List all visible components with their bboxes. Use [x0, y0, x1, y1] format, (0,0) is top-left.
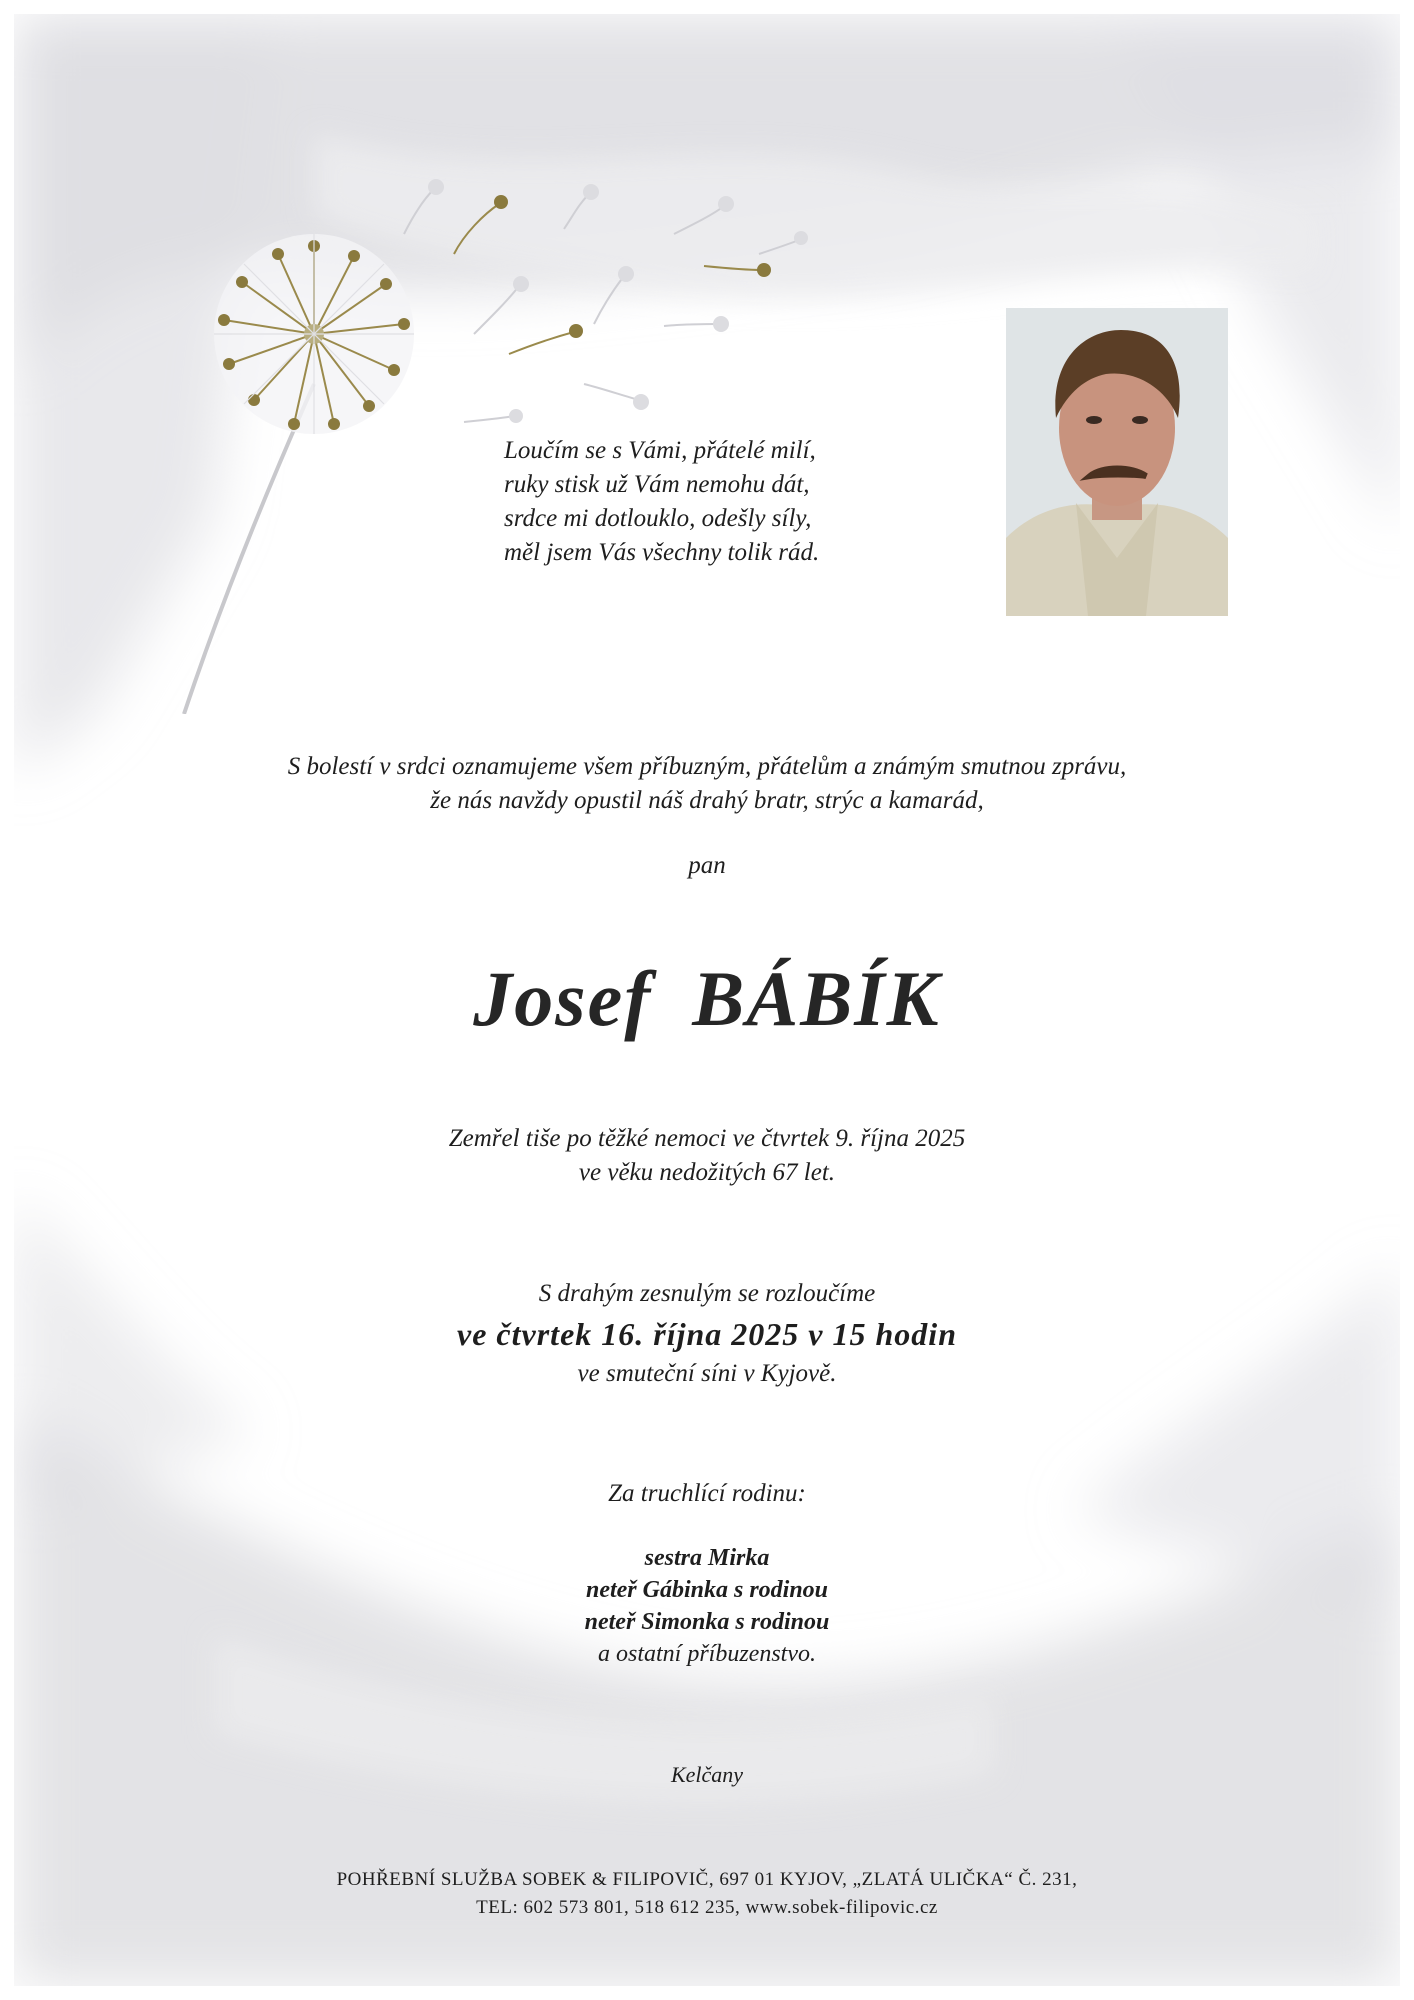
first-name: Josef	[473, 955, 653, 1042]
farewell-poem	[504, 434, 904, 570]
family-member: neteř Simonka s rodinou	[584, 1609, 830, 1635]
footer-contact: TEL: 602 573 801, 518 612 235, www.sobek-filipovic.cz	[476, 1897, 938, 1918]
parte-page	[14, 14, 1400, 1986]
poem-line: ruky stisk už Vám nemohu dát,	[504, 471, 810, 498]
farewell-location: ve smuteční síni v Kyjově.	[577, 1360, 837, 1387]
family-label: Za truchlící rodinu:	[608, 1480, 806, 1507]
last-name: BÁBÍK	[692, 955, 941, 1042]
poem-line: měl jsem Vás všechny tolik rád.	[504, 539, 820, 566]
farewell-intro: S drahým zesnulým se rozloučíme	[538, 1280, 876, 1307]
family-member: sestra Mirka	[644, 1545, 770, 1571]
family-list	[14, 1542, 1400, 1670]
title-word: pan	[688, 852, 726, 879]
portrait-photo	[1006, 308, 1228, 616]
announcement-line: že nás navždy opustil náš drahý bratr, strýc a kamarád,	[430, 787, 984, 814]
announcement-line: S bolestí v srdci oznamujeme všem příbuzným, přátelům a známým smutnou zprávu,	[287, 753, 1127, 780]
footer-address: POHŘEBNÍ SLUŽBA SOBEK & FILIPOVIČ, 697 01 KYJOV, „ZLATÁ ULIČKA“ Č. 231,	[336, 1869, 1078, 1890]
funeral-service-footer	[14, 1866, 1400, 1922]
poem-line: Loučím se s Vámi, přátelé milí,	[504, 437, 816, 464]
place: Kelčany	[670, 1762, 744, 1787]
poem-line: srdce mi dotlouklo, odešly síly,	[504, 505, 812, 532]
death-info-line: ve věku nedožitých 67 let.	[578, 1159, 836, 1186]
farewell-datetime: ve čtvrtek 16. října 2025 v 15 hodin	[457, 1316, 957, 1352]
family-member: neteř Gábinka s rodinou	[585, 1577, 829, 1603]
family-others: a ostatní příbuzenstvo.	[597, 1641, 816, 1667]
death-info-line: Zemřel tiše po těžké nemoci ve čtvrtek 9. října 2025	[448, 1125, 966, 1152]
death-info	[14, 1122, 1400, 1190]
deceased-name	[14, 954, 1400, 1044]
announcement	[14, 750, 1400, 818]
